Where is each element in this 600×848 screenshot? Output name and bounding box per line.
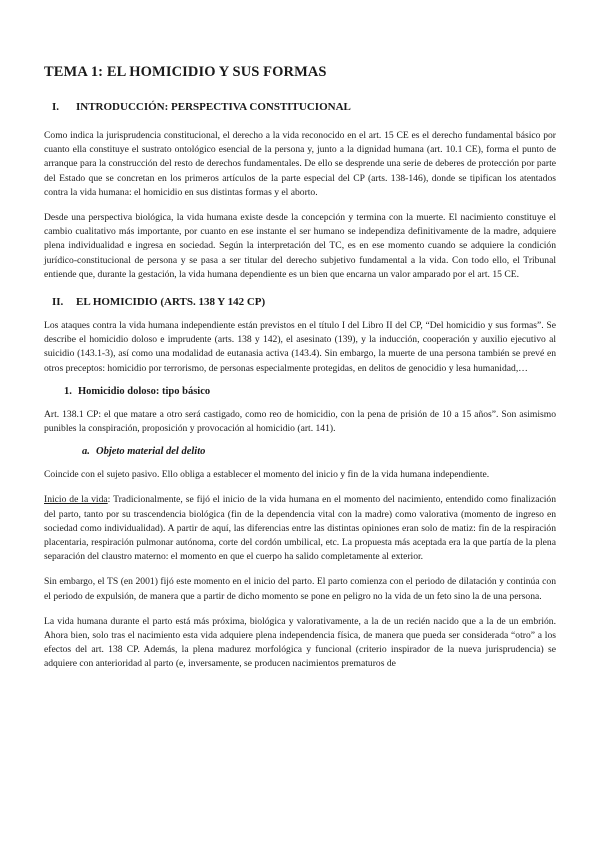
- section-title: INTRODUCCIÓN: PERSPECTIVA CONSTITUCIONAL: [76, 101, 351, 113]
- subsubsection-heading-a: [44, 446, 556, 457]
- section-number: I.: [52, 101, 60, 113]
- paragraph: Sin embargo, el TS (en 2001) fijó este momento en el inicio del parto. El parto comienza con el periodo de dilatación y continúa con el periodo de expulsión, de manera que a partir de dicho momento se pone en peligro no la vida de un feto sino la de una persona.: [44, 576, 556, 602]
- subsection-number: 1.: [64, 385, 72, 397]
- subsubsection-title: Objeto material del delito: [96, 446, 206, 458]
- section-heading-2: [44, 296, 556, 308]
- paragraph: La vida humana durante el parto está más próxima, biológica y valorativamente, a la de un recién nacido que a la de un embrión. Ahora bien, solo tras el nacimiento esta vida adquiere plena independencia física, de manera que pueda ser considerada “otro” a los efectos del art. 138 CP. Además, la plena madurez morfológica y funcional (criterio inspirador de la nueva jurisprudencia) se adquiere con anterioridad al parto (e, inversamente, se producen nacimientos prematuros de: [44, 615, 556, 670]
- subsubsection-number: a.: [82, 446, 90, 458]
- section-heading-1: [44, 101, 556, 113]
- underlined-term: Inicio de la vida: [44, 494, 108, 506]
- page-title: TEMA 1: EL HOMICIDIO Y SUS FORMAS: [44, 64, 327, 80]
- paragraph: Como indica la jurisprudencia constitucional, el derecho a la vida reconocido en el art. 15 CE es el derecho fundamental básico por cuanto ella constituye el sustrato ontológico esencial de la persona y, junto a la dignidad humana (art. 10.1 CE), forma el punto de arranque para la construcción del resto de derechos fundamentales. De ello se desprende una serie de deberes de protección por parte del Estado que se concretan en los primeros artículos de la parte especial del CP (arts. 138-146), donde se tipifican los atentados contra la vida humana: el homicidio en sus distintas formas y el aborto.: [44, 130, 556, 198]
- paragraph-text: : Tradicionalmente, se fijó el inicio de la vida humana en el momento del nacimiento, entendido como finalización del parto, tanto por su trascendencia biológica (fin de la dependencia vital con la madre) como valorativa (momento de ingreso en sociedad como individualidad). A partir de aquí, las diferencias entre las distintas opiniones eran solo de matiz: fin de la respiración placentaria, respiración pulmonar autónoma, corte del cordón umbilical, etc. La propuesta más aceptada era la que partía de la plena separación del claustro materno: el momento en que el cuerpo ha salido completamente al exterior.: [44, 494, 556, 563]
- paragraph: Coincide con el sujeto pasivo. Ello obliga a establecer el momento del inicio y fin de la vida humana independiente.: [44, 469, 490, 481]
- paragraph: [44, 493, 556, 564]
- section-number: II.: [52, 296, 64, 309]
- paragraph: Desde una perspectiva biológica, la vida humana existe desde la concepción y termina con la muerte. El nacimiento constituye el cambio cualitativo más importante, por cuanto en ese instante el ser humano se independiza definitivamente de la madre, adquiere plena individualidad e ingresa en sociedad. Según la interpretación del TC, es en ese momento cuando se adquiere la condición jurídico-constitucional de persona y se pasa a ser titular del derecho subjetivo fundamental a la vida. Con todo ello, el Tribunal entiende que, durante la gestación, la vida humana dependiente es un bien que encarna un valor amparado por el art. 15 CE.: [44, 212, 556, 280]
- subsection-title: Homicidio doloso: tipo básico: [78, 385, 211, 397]
- paragraph: Los ataques contra la vida humana independiente están previstos en el título I del Libro II del CP, “Del homicidio y sus formas”. Se describe el homicidio doloso e imprudente (arts. 138 y 142), el asesinato (139), y la inducción, cooperación y auxilio ejecutivo al suicidio (143.1-3), así como una modalidad de eutanasia activa (143.4). Sin embargo, la muerte de una persona también se prevé en otros preceptos: homicidio por terrorismo, de personas especialmente protegidas, en delitos de genocidio y lesa humanidad,…: [44, 320, 556, 374]
- subsection-heading-1: [44, 386, 556, 397]
- paragraph: Art. 138.1 CP: el que matare a otro será castigado, como reo de homicidio, con la pena de prisión de 10 a 15 años”. Son asimismo punibles la conspiración, proposición y provocación al homicidio (art. 141).: [44, 408, 556, 435]
- section-title: EL HOMICIDIO (ARTS. 138 Y 142 CP): [76, 296, 266, 309]
